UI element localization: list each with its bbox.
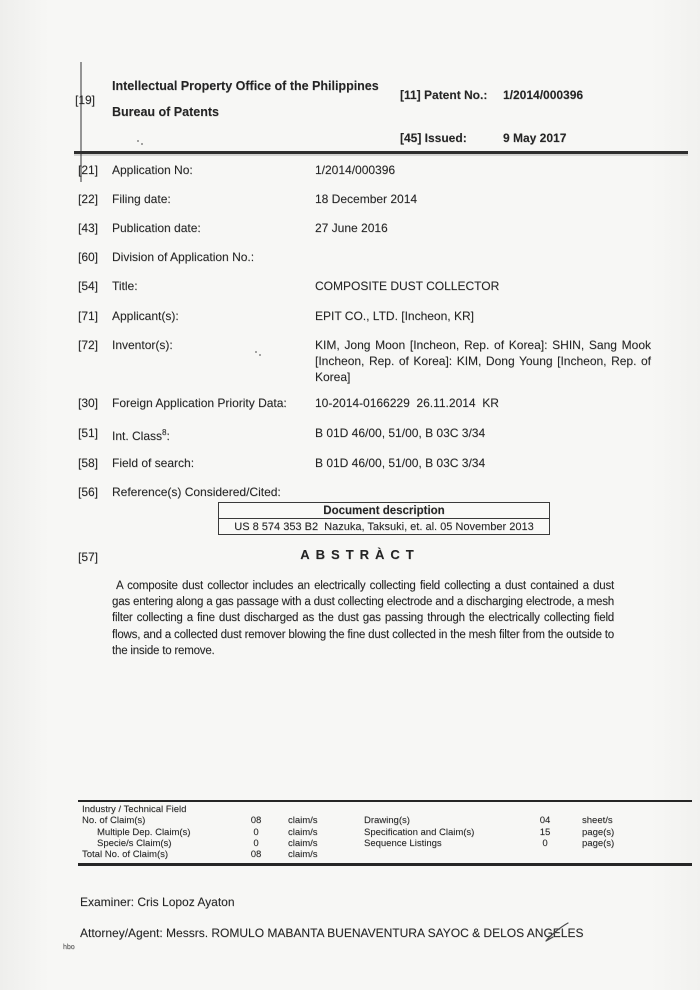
stats-cell: Industry / Technical Field — [82, 804, 187, 815]
field-ref: [30] — [78, 396, 99, 410]
stats-row — [82, 849, 692, 860]
inid-code-19: [19] — [75, 93, 96, 107]
scan-speckle — [255, 351, 257, 353]
attorney-line: Attorney/Agent: Messrs. ROMULO MABANTA BUENAVENTURA SAYOC & DELOS ANGELES — [80, 926, 584, 940]
field-label: Applicant(s): — [112, 309, 179, 323]
stats-cell — [364, 804, 528, 815]
references-table-header: Document description — [219, 503, 549, 519]
abstract-title: ABSTRÀCT — [300, 547, 420, 562]
field-label: Application No: — [112, 163, 193, 177]
stats-cell — [270, 804, 364, 815]
field-ref: [72] — [78, 338, 99, 352]
stats-cell: 08 — [250, 849, 262, 861]
field-label: Filing date: — [112, 192, 171, 206]
field-label: Inventor(s): — [112, 338, 173, 352]
field-label: Field of search: — [112, 456, 195, 470]
abstract-text: A composite dust collector includes an electrically collecting field collecting a dust contained a dust gas entering along a gas passage with a dust collecting electrode and a discharging electrode, a mesh filter collecting a fine dust discharged as the dust gas passing through the electrically collecting field flows, and a collected dust remover blowing the fine dust collected in the mesh filter from the outside to the inside to remove. — [112, 580, 614, 657]
stats-cell: claim/s — [288, 849, 318, 861]
stats-cell — [528, 804, 562, 815]
stats-cell: page(s) — [582, 837, 615, 849]
field-value: KIM, Jong Moon [Incheon, Rep. of Korea]: SHIN, Sang Mook [Incheon, Rep. of Korea]: KIM, Dong Young [Incheon, Rep. of Korea] — [315, 338, 651, 384]
field-label: Title: — [112, 279, 138, 293]
stats-cell: 08 — [250, 815, 262, 827]
stats-cell — [528, 849, 562, 860]
stats-row — [82, 815, 692, 826]
field-ref: [54] — [78, 279, 99, 293]
corner-mark: hbo — [63, 944, 75, 951]
stats-cell: claim/s — [288, 815, 318, 827]
office-name: Intellectual Property Office of the Philippines — [112, 79, 379, 93]
field-label: Division of Application No.: — [112, 250, 255, 264]
stats-cell: 04 — [539, 815, 551, 827]
stats-cell: claim/s — [288, 837, 318, 849]
stats-cell: claim/s — [288, 826, 318, 838]
issued-value: 9 May 2017 — [503, 131, 567, 145]
patent-no-label: [11] Patent No.: — [400, 88, 488, 102]
field-ref: [21] — [78, 163, 99, 177]
stats-cell — [242, 804, 270, 815]
stats-cell: Sequence Listings — [364, 837, 442, 849]
pen-mark — [538, 920, 572, 944]
issued-label: [45] Issued: — [400, 131, 467, 145]
stats-row — [82, 838, 692, 849]
int-class-superscript: 8 — [162, 428, 167, 437]
field-value: 18 December 2014 — [315, 192, 418, 206]
field-label: Reference(s) Considered/Cited: — [112, 485, 281, 499]
stats-cell: Specie/s Claim(s) — [97, 837, 172, 849]
stats-row — [82, 827, 692, 838]
field-value: B 01D 46/00, 51/00, B 03C 3/34 — [315, 456, 486, 470]
field-value: EPIT CO., LTD. [Incheon, KR] — [315, 309, 474, 323]
field-ref: [58] — [78, 456, 99, 470]
references-table — [218, 502, 550, 535]
stats-cell: page(s) — [582, 826, 615, 838]
field-label: Int. Class$^8$: — [112, 428, 170, 443]
field-value: COMPOSITE DUST COLLECTOR — [315, 279, 500, 293]
stats-cell — [562, 849, 692, 860]
field-value: 1/2014/000396 — [315, 163, 396, 177]
field-value: 27 June 2016 — [315, 221, 388, 235]
field-label: Foreign Application Priority Data: — [112, 396, 287, 410]
scan-speckle — [137, 140, 139, 142]
stats-cell: Drawing(s) — [364, 815, 410, 827]
bureau-name: Bureau of Patents — [112, 105, 219, 119]
patent-no-value: 1/2014/000396 — [503, 88, 584, 102]
stats-cell: Multiple Dep. Claim(s) — [97, 826, 191, 838]
field-ref: [56] — [78, 485, 99, 499]
field-value: 10-2014-0166229 26.11.2014 KR — [315, 396, 499, 410]
stats-cell — [364, 849, 528, 860]
stats-cell: Total No. of Claim(s) — [82, 849, 169, 861]
references-table-row: US 8 574 353 B2 Nazuka, Taksuki, et. al. 05 November 2013 — [234, 520, 534, 533]
stats-row — [82, 804, 692, 815]
field-ref: [51] — [78, 426, 99, 440]
stats-cell: 0 — [253, 826, 259, 838]
field-ref: [22] — [78, 192, 99, 206]
examiner-line: Examiner: Cris Lopoz Ayaton — [80, 895, 235, 909]
field-ref: [43] — [78, 221, 99, 235]
stats-cell — [562, 804, 692, 815]
stats-cell: sheet/s — [582, 815, 613, 827]
header-rule — [74, 151, 688, 154]
stats-cell: 0 — [253, 837, 259, 849]
stats-cell: No. of Claim(s) — [82, 815, 146, 827]
inid-code-57: [57] — [78, 550, 99, 564]
stats-table — [78, 800, 692, 866]
field-ref: [71] — [78, 309, 99, 323]
stats-cell: 0 — [542, 837, 548, 849]
stats-cell: Specification and Claim(s) — [364, 826, 475, 838]
field-value: B 01D 46/00, 51/00, B 03C 3/34 — [315, 426, 486, 440]
field-label: Publication date: — [112, 221, 201, 235]
field-ref: [60] — [78, 250, 99, 264]
stats-cell: 15 — [539, 826, 551, 838]
